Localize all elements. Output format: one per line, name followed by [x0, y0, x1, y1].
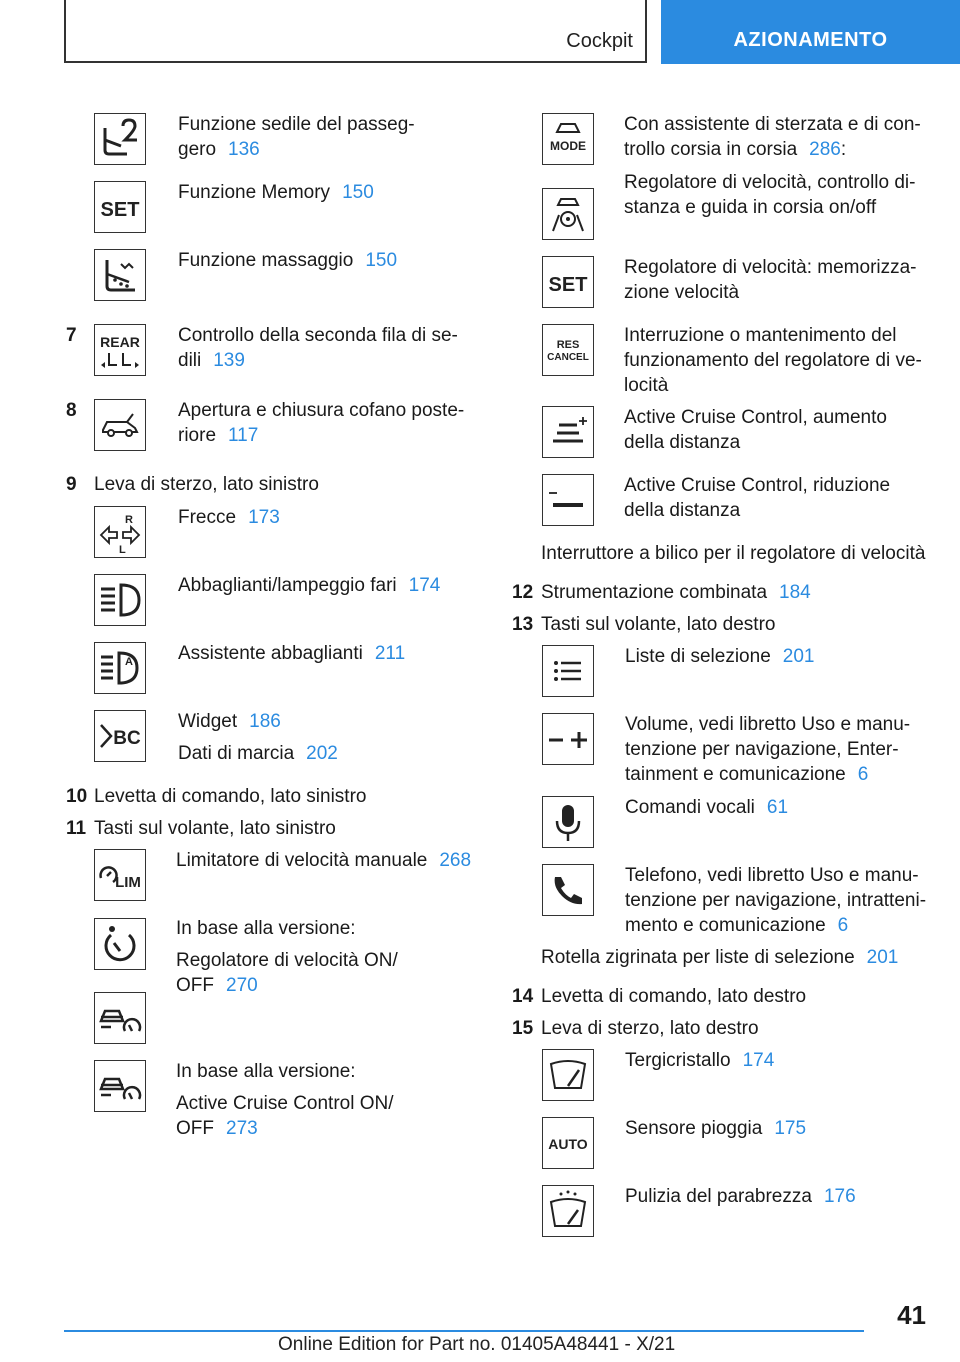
icon-rear-label: REAR [100, 334, 140, 350]
acc-car-distance-icon-2 [94, 1060, 146, 1112]
left-r4-line1: Controllo della seconda fila di se- [178, 325, 458, 346]
right-r3-line2: zione velocità [624, 282, 740, 303]
rain-sensor-auto-icon [542, 1117, 594, 1169]
left-r11-line2: Regolatore di velocità ON/ [176, 950, 398, 971]
icon-set-label: SET [100, 199, 140, 221]
icon-res-label: RES [556, 339, 580, 351]
speed-limiter-icon [94, 849, 146, 901]
tailgate-icon [94, 399, 146, 451]
left-r1-line2: gero 136 [178, 139, 260, 160]
icon-cancel-label: CANCEL [547, 352, 589, 363]
rear-seat-icon [94, 324, 146, 376]
page-ref-link[interactable]: 174 [742, 1050, 775, 1071]
icon-bc-label: BC [113, 728, 141, 749]
item-11-label: Tasti sul volante, lato sinistro [94, 818, 336, 839]
left-r12-line1: In base alla versione: [176, 1061, 356, 1082]
icon-turn-r: R [125, 514, 133, 526]
left-r1-line1: Funzione sedile del passeg- [178, 114, 415, 135]
page-ref-link[interactable]: 6 [837, 915, 849, 936]
footer-edition: Online Edition for Part no. 01405A48441 - X/21 [278, 1334, 676, 1355]
left-r12-line3: OFF 273 [176, 1118, 258, 1139]
page-ref-link[interactable]: 184 [779, 582, 811, 603]
item-number-11: 11 [66, 818, 87, 839]
selection-list-icon [542, 645, 594, 697]
right-r11: Tergicristallo 174 [625, 1050, 775, 1071]
page-ref-link[interactable]: 273 [226, 1118, 258, 1139]
right-r4-line1: Interruzione o mantenimento del [624, 325, 897, 346]
item-number-12: 12 [512, 582, 534, 603]
right-r8-line1: Volume, vedi libretto Uso e manu- [625, 714, 911, 735]
page-ref-link[interactable]: 136 [228, 139, 260, 160]
icon-set-label-2: SET [548, 274, 588, 296]
page-ref-link[interactable]: 211 [374, 643, 406, 664]
high-beam-assistant-icon [94, 642, 146, 694]
right-r8-line2: tenzione per navigazione, Enter- [625, 739, 899, 760]
distance-increase-icon [542, 406, 594, 458]
item-number-14: 14 [512, 986, 534, 1007]
right-r1-line2: trollo corsia in corsia 286: [624, 139, 847, 160]
page-ref-link[interactable]: 173 [248, 507, 280, 528]
left-r6: Frecce 173 [178, 507, 280, 528]
windshield-washer-icon [542, 1185, 594, 1237]
item-number-8: 8 [66, 400, 77, 421]
right-r10-line1: Telefono, vedi libretto Uso e manu- [625, 865, 919, 886]
item-13-label: Tasti sul volante, lato destro [541, 614, 776, 635]
microphone-icon [542, 796, 594, 848]
lane-guidance-icon [542, 188, 594, 240]
right-r3-line1: Regolatore di velocità: memorizza- [624, 257, 917, 278]
item-9-label: Leva di sterzo, lato sinistro [94, 474, 319, 495]
header-chapter-box [64, 0, 647, 63]
footer-rule [64, 1330, 864, 1332]
page-ref-link[interactable]: 201 [866, 947, 899, 968]
left-r12-line2: Active Cruise Control ON/ [176, 1093, 394, 1114]
left-r9-line1: Widget 186 [178, 711, 281, 732]
left-r10: Limitatore di velocità manuale 268 [176, 850, 472, 871]
left-r11-line1: In base alla versione: [176, 918, 356, 939]
icon-hb-a: A [125, 656, 133, 668]
right-r10-line2: tenzione per navigazione, intratteni- [625, 890, 927, 911]
header-section-tab [661, 0, 960, 64]
volume-icon [542, 713, 594, 765]
seat-massage-icon [94, 249, 146, 301]
left-r2: Funzione Memory 150 [178, 182, 374, 203]
page-ref-link[interactable]: 202 [306, 743, 338, 764]
wiper-icon [542, 1049, 594, 1101]
page-ref-link[interactable]: 6 [857, 764, 869, 785]
item-14-label: Levetta di comando, lato destro [541, 986, 807, 1007]
right-r8-line3: tainment e comunicazione 6 [625, 764, 869, 785]
left-r5-line2: riore 117 [178, 425, 259, 446]
page-number: 41 [897, 1300, 926, 1330]
item-15-label: Leva di sterzo, lato destro [541, 1018, 759, 1039]
right-r2-line2: stanza e guida in corsia on/off [624, 197, 877, 218]
right-r7: Liste di selezione 201 [625, 646, 815, 667]
right-r6-line1: Active Cruise Control, riduzione [624, 475, 891, 496]
left-r3: Funzione massaggio 150 [178, 250, 398, 271]
cruise-control-icon [94, 918, 146, 970]
header-chapter: Cockpit [566, 30, 633, 52]
page-ref-link[interactable]: 174 [408, 575, 441, 596]
acc-car-distance-icon [94, 992, 146, 1044]
item-number-9: 9 [66, 474, 77, 495]
speed-set-icon [542, 256, 594, 308]
page-ref-link[interactable]: 186 [249, 711, 281, 732]
right-r5-line1: Active Cruise Control, aumento [624, 407, 887, 428]
right-r2-line1: Regolatore di velocità, controllo di- [624, 172, 916, 193]
mode-button-icon [542, 113, 594, 165]
right-r1-line1: Con assistente di sterzata e di con- [624, 114, 921, 135]
left-r8: Assistente abbaglianti 211 [178, 643, 406, 664]
page-ref-link[interactable]: 150 [342, 182, 374, 203]
right-r4-line2: funzionamento del regolatore di ve- [624, 350, 922, 371]
icon-lim-label: LIM [115, 874, 141, 891]
right-r13: Pulizia del parabrezza 176 [625, 1186, 856, 1207]
page-ref-link[interactable]: 286 [809, 139, 841, 160]
left-r11-line3: OFF 270 [176, 975, 258, 996]
left-r9-line2: Dati di marcia 202 [178, 743, 338, 764]
high-beam-icon [94, 574, 146, 626]
page-ref-link[interactable]: 139 [213, 350, 245, 371]
icon-auto-label: AUTO [548, 1136, 588, 1152]
page-ref-link[interactable]: 117 [228, 425, 259, 446]
item-12-label: Strumentazione combinata 184 [541, 582, 811, 603]
left-r5-line1: Apertura e chiusura cofano poste- [178, 400, 465, 421]
rocker-switch-note: Interruttore a bilico per il regolatore di velocità [541, 543, 926, 564]
page-ref-link[interactable]: 201 [782, 646, 815, 667]
left-r7: Abbaglianti/lampeggio fari 174 [178, 575, 441, 596]
page-ref-link[interactable]: 175 [774, 1118, 807, 1139]
phone-icon [542, 864, 594, 916]
page-ref-link[interactable]: 268 [439, 850, 472, 871]
memory-set-icon [94, 181, 146, 233]
distance-decrease-icon [542, 474, 594, 526]
left-r4-line2: dili 139 [178, 350, 245, 371]
item-number-15: 15 [512, 1018, 534, 1039]
item-number-10: 10 [66, 786, 88, 807]
icon-turn-l: L [119, 544, 126, 555]
header-section: AZIONAMENTO [733, 29, 888, 51]
res-cancel-icon [542, 324, 594, 376]
right-r5-line2: della distanza [624, 432, 741, 453]
page-ref-link[interactable]: 61 [766, 797, 789, 818]
item-10-label: Levetta di comando, lato sinistro [94, 786, 367, 807]
passenger-seat-icon [94, 113, 146, 165]
icon-mode-label: MODE [550, 139, 586, 153]
thumbwheel-note: Rotella zigrinata per liste di selezione 201 [541, 947, 899, 968]
item-number-13: 13 [512, 614, 534, 635]
right-r6-line2: della distanza [624, 500, 741, 521]
right-r12: Sensore pioggia 175 [625, 1118, 807, 1139]
bc-button-icon [94, 710, 146, 762]
right-r4-line3: locità [624, 375, 669, 396]
page-ref-link[interactable]: 150 [365, 250, 398, 271]
right-r10-line3: mento e comunicazione 6 [625, 915, 849, 936]
page-ref-link[interactable]: 270 [226, 975, 258, 996]
page-ref-link[interactable]: 176 [823, 1186, 856, 1207]
right-r9: Comandi vocali 61 [625, 797, 789, 818]
turn-signal-icon [94, 506, 146, 558]
item-number-7: 7 [66, 325, 77, 346]
